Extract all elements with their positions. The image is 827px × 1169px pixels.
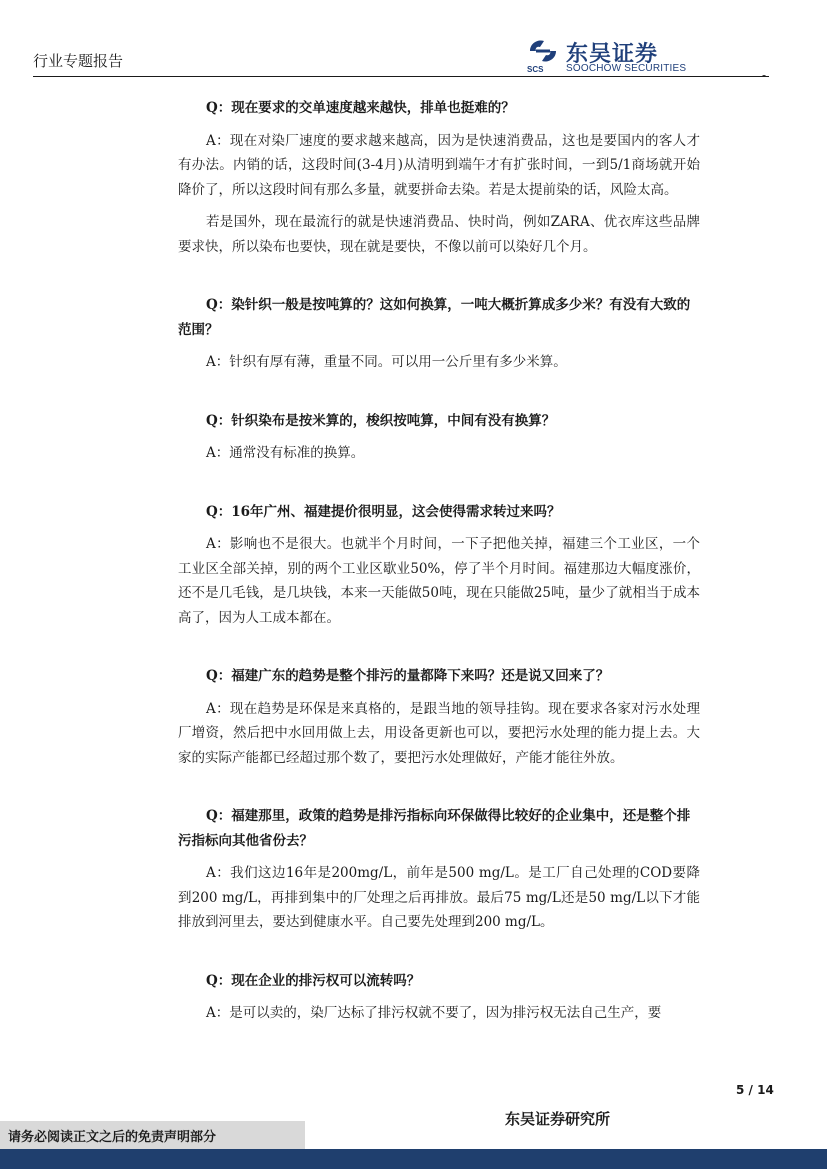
question: Q：现在企业的排污权可以流转吗？ — [206, 972, 421, 989]
qa-block — [178, 804, 700, 935]
disclaimer-bar — [0, 1121, 305, 1149]
header-dash: - — [762, 68, 767, 82]
question: Q：16年广州、福建提价很明显，这会使得需求转过来吗？ — [206, 503, 561, 520]
qa-block — [178, 664, 700, 770]
qa-block — [178, 500, 700, 631]
disclaimer-text: 请务必阅读正文之后的免责声明部分 — [8, 1130, 217, 1145]
report-type-label: 行业专题报告 — [33, 52, 124, 70]
question: Q：染针织一般是按吨算的？这如何换算，一吨大概折算成多少米？有没有大致的范围？ — [178, 297, 691, 338]
question: Q：福建广东的趋势是整个排污的量都降下来吗？还是说又回来了？ — [206, 668, 610, 684]
logo-abbr: SCS — [527, 65, 544, 74]
footer-band — [0, 1149, 827, 1169]
logo-emblem-icon — [526, 37, 560, 65]
company-logo — [526, 37, 696, 77]
answer: A：我们这边16年是200mg/L，前年是500 mg/L。是工厂自己处理的COD要降到200 mg/L，再排到集中的厂处理之后再排放。最后75 mg/L还是50 mg/L以下才能排放到河里去，要达到健康水平。自己要先处理到200 mg/L。 — [178, 865, 700, 930]
page-number: 5 / 14 — [736, 1083, 774, 1097]
answer: 若是国外，现在最流行的就是快速消费品、快时尚，例如ZARA、优衣库这些品牌要求快，所以染布也要快，现在就是要快，不像以前可以染好几个月。 — [178, 214, 700, 255]
institute-name: 东吴证券研究所 — [505, 1110, 611, 1128]
logo-chinese-name: 东吴证券 — [566, 42, 659, 67]
answer: A：现在对染厂速度的要求越来越高，因为是快速消费品，这也是要国内的客人才有办法。内销的话，这段时间(3-4月)从清明到端午才有扩张时间，一到5/1商场就开始降价了，所以这段时间有那么多量，就要拼命去染。若是太提前染的话，风险太高。 — [178, 132, 700, 198]
question: Q：现在要求的交单速度越来越快，排单也挺难的？ — [206, 100, 515, 116]
qa-block — [178, 409, 700, 466]
qa-block — [178, 969, 700, 1026]
answer: A：是可以卖的，染厂达标了排污权就不要了，因为排污权无法自己生产，要 — [206, 1005, 662, 1021]
answer: A：影响也不是很大。也就半个月时间，一下子把他关掉，福建三个工业区，一个工业区全部关掉，别的两个工业区歇业50%，停了半个月时间。福建那边大幅度涨价，还不是几毛钱，是几块钱，本来一天能做50吨，现在只能做25吨，量少了就相当于成本高了，因为人工成本都在。 — [178, 536, 700, 626]
answer: A：针织有厚有薄，重量不同。可以用一公斤里有多少米算。 — [206, 354, 567, 370]
logo-english-name: SOOCHOW SECURITIES — [566, 63, 687, 74]
qa-block — [178, 96, 700, 259]
answer: A：通常没有标准的换算。 — [206, 445, 365, 461]
qa-block — [178, 293, 700, 375]
question: Q：福建那里，政策的趋势是排污指标向环保做得比较好的企业集中，还是整个排污指标向其他省份去？ — [178, 808, 691, 849]
answer: A：现在趋势是环保是来真格的，是跟当地的领导挂钩。现在要求各家对污水处理厂增资，然后把中水回用做上去，用设备更新也可以，要把污水处理的能力提上去。大家的实际产能都已经超过那个数了，要把污水处理做好，产能才能往外放。 — [178, 700, 700, 766]
question: Q：针织染布是按米算的，梭织按吨算，中间有没有换算？ — [206, 412, 556, 429]
qa-content — [178, 96, 700, 1034]
